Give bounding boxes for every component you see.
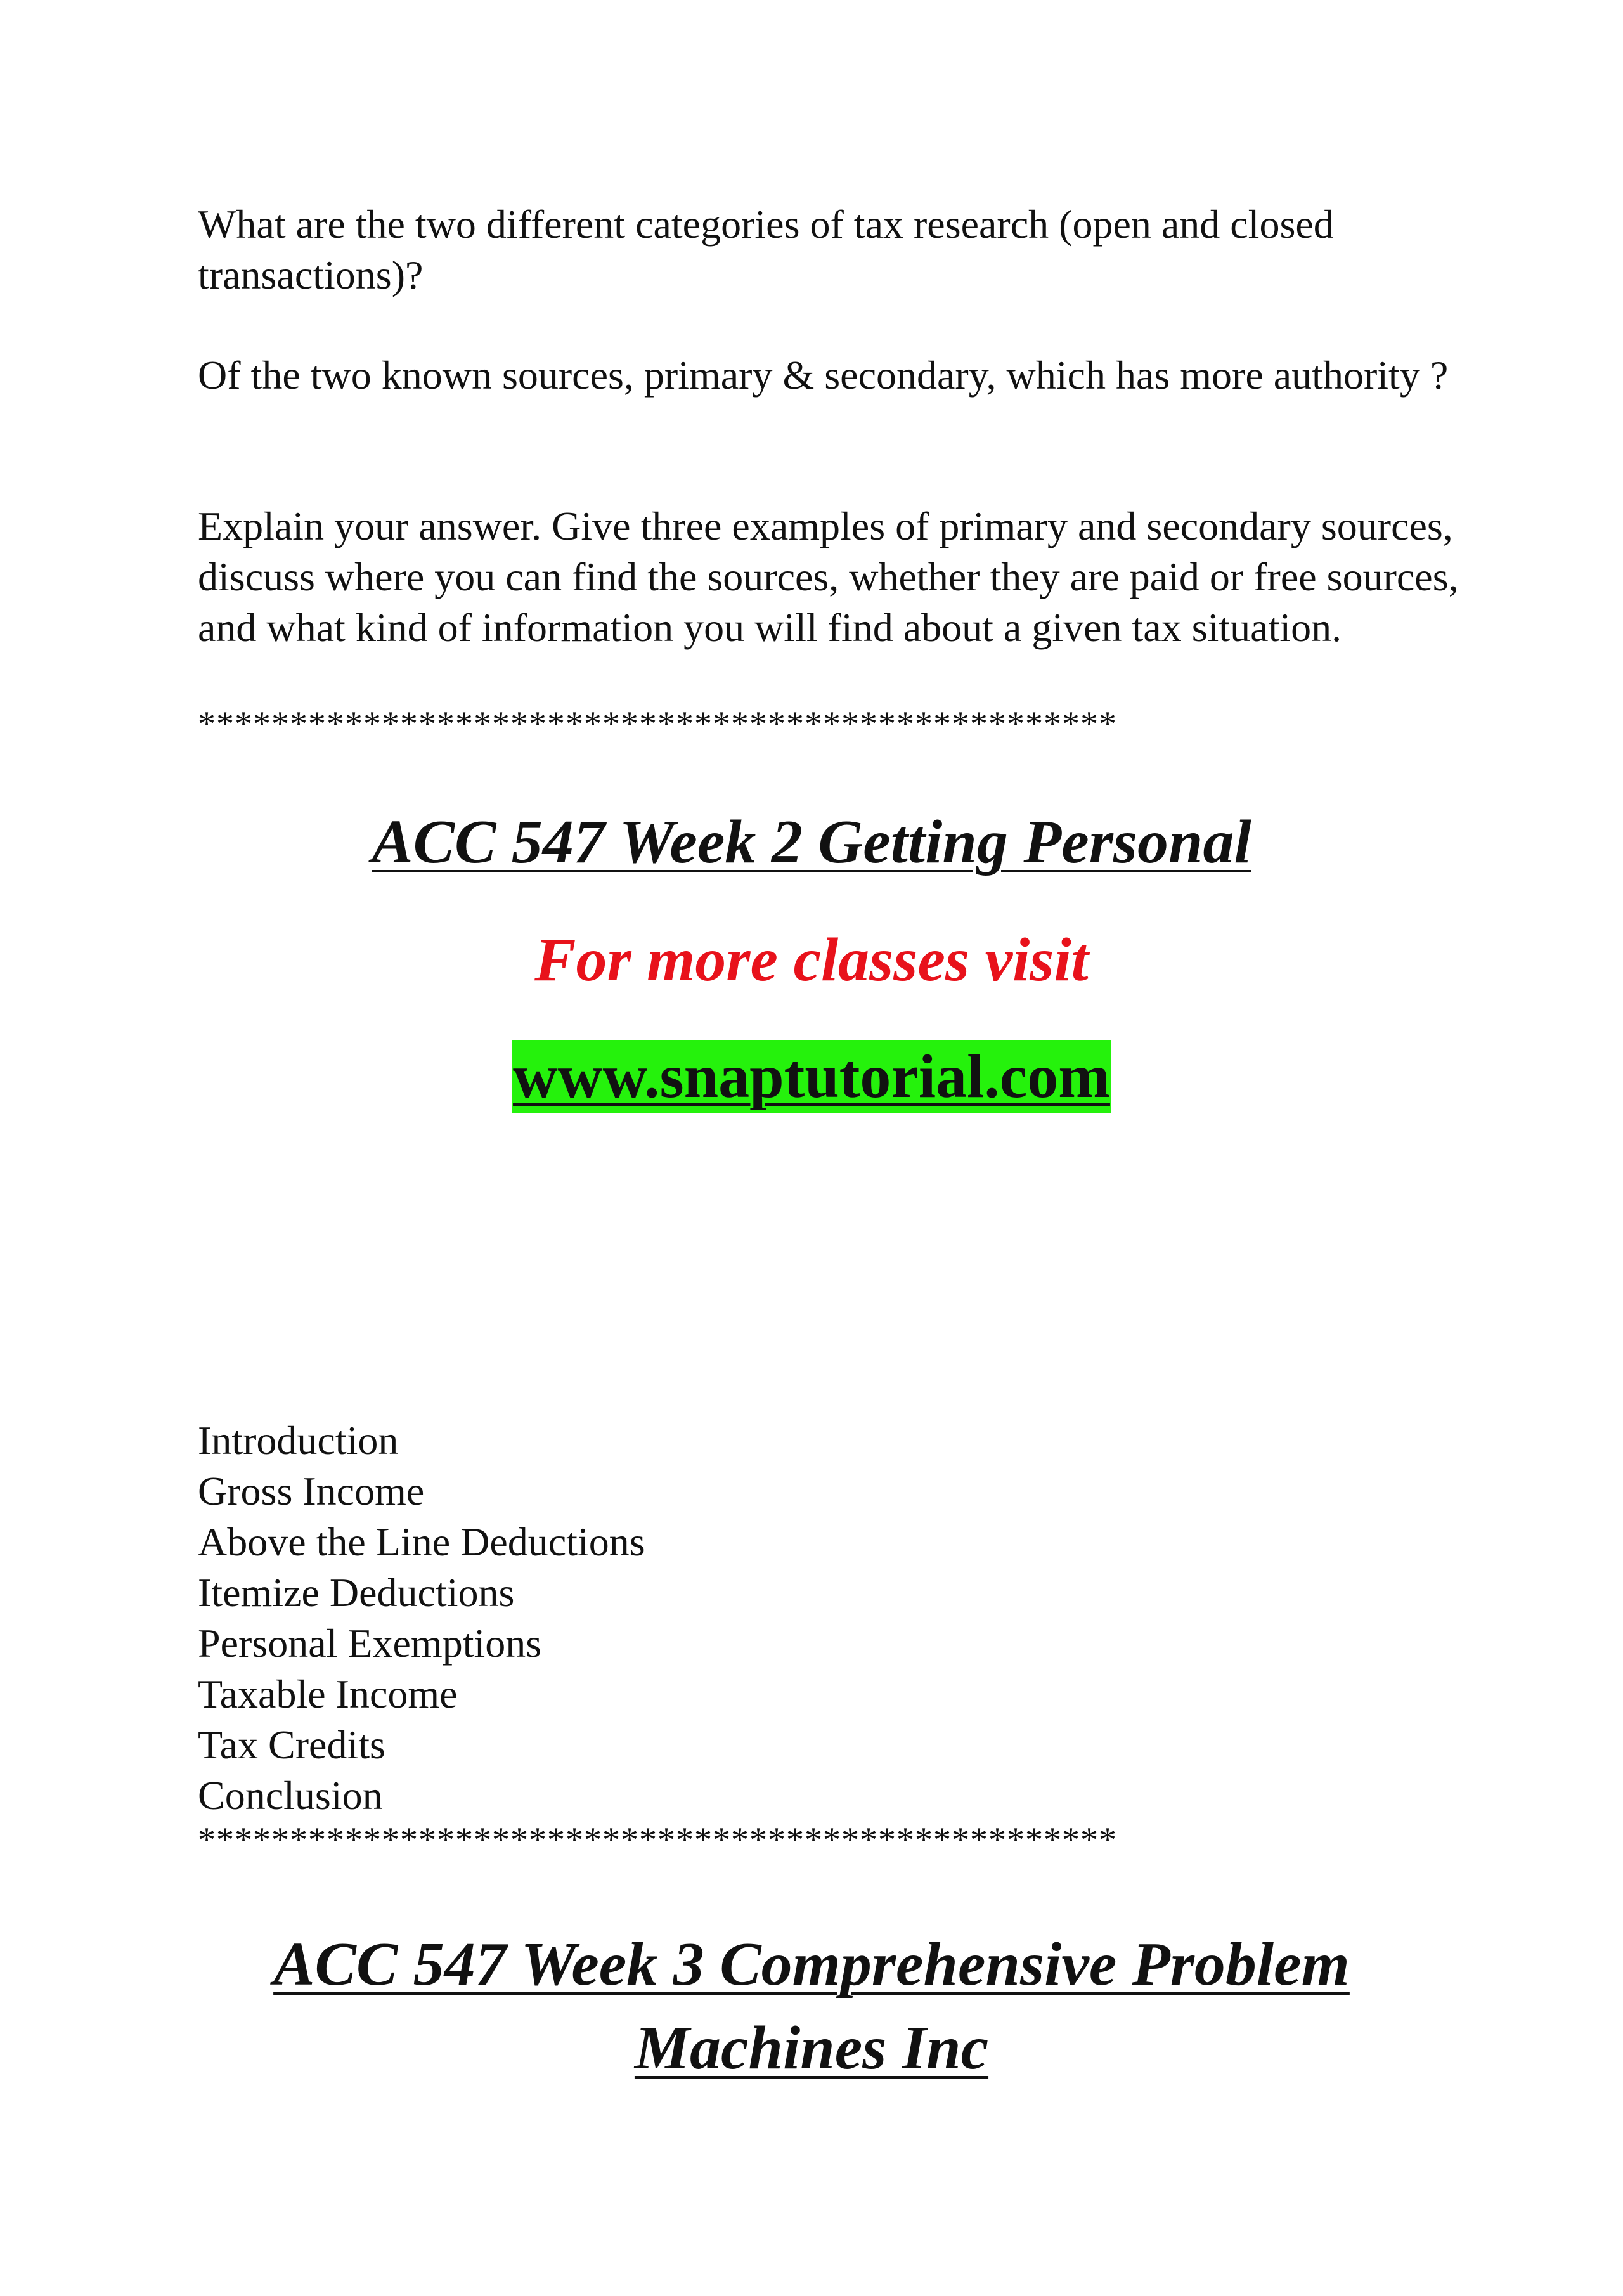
question-explain-sources: Explain your answer. Give three examples of primary and secondary sources, discuss where you can find the sources, whether they are paid or free sources, and what kind of information you will find about a given tax situation. xyxy=(198,503,1459,650)
outline-item: Itemize Deductions xyxy=(198,1570,515,1615)
outline-item: Tax Credits xyxy=(198,1722,385,1767)
week3-title-line1: ACC 547 Week 3 Comprehensive Problem xyxy=(273,1930,1350,1999)
week2-title: ACC 547 Week 2 Getting Personal xyxy=(372,808,1251,876)
site-link-wrapper xyxy=(0,1040,1623,1113)
week3-heading xyxy=(0,1923,1623,2090)
separator-line: ************************************************** xyxy=(198,1820,1117,1860)
week2-heading xyxy=(0,800,1623,884)
outline-item: Personal Exemptions xyxy=(198,1621,542,1666)
question-tax-research-categories: What are the two different categories of tax research (open and closed transactions)? xyxy=(198,202,1334,297)
site-link[interactable]: www.snaptutorial.com xyxy=(512,1040,1111,1113)
outline-item: Above the Line Deductions xyxy=(198,1519,645,1564)
question-source-authority: Of the two known sources, primary & secondary, which has more authority ? xyxy=(198,353,1449,398)
promo-text: For more classes visit xyxy=(534,926,1089,994)
outline-item: Taxable Income xyxy=(198,1671,458,1716)
outline-item: Gross Income xyxy=(198,1469,425,1514)
outline-item: Introduction xyxy=(198,1418,399,1463)
week3-title-line2: Machines Inc xyxy=(634,2014,989,2082)
outline-item: Conclusion xyxy=(198,1773,383,1818)
week2-outline-list xyxy=(198,1415,645,1821)
separator-line: ************************************************** xyxy=(198,704,1117,744)
